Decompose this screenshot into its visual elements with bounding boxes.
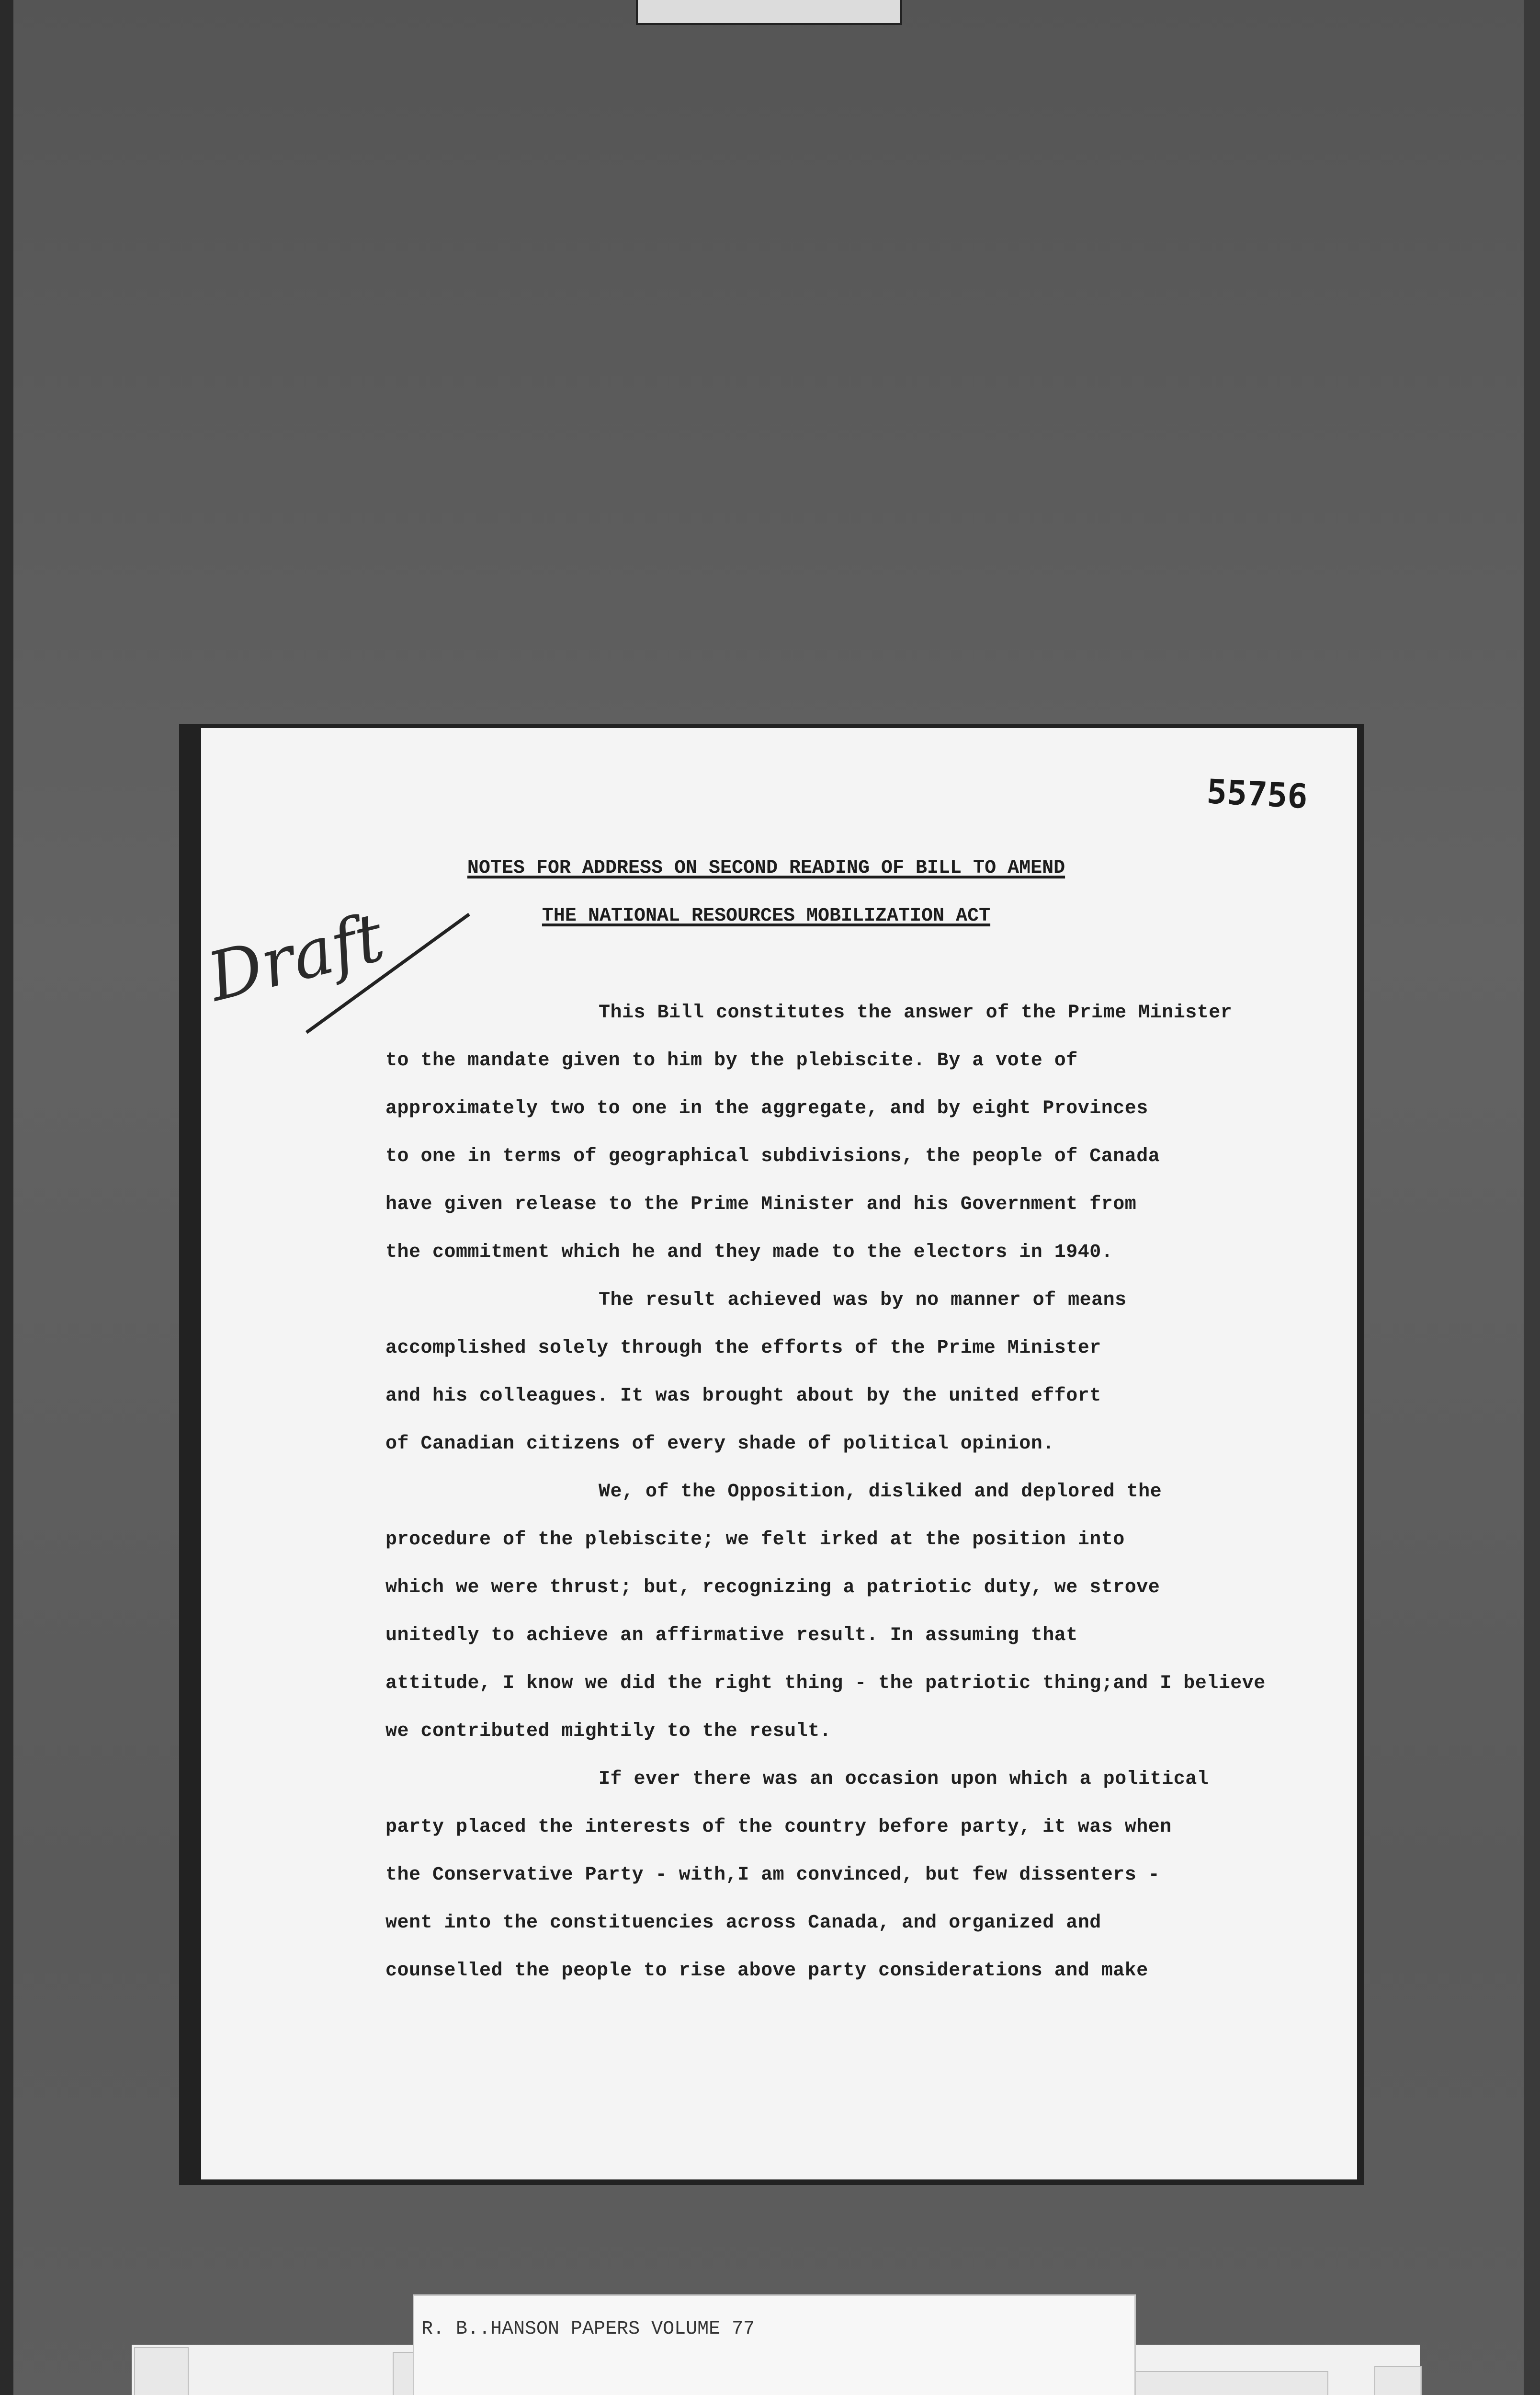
handwritten-annotation-text: Draft bbox=[200, 898, 392, 1017]
tape-strip bbox=[134, 2347, 189, 2395]
handwritten-annotation bbox=[200, 898, 468, 1059]
body-line: approximately two to one in the aggregate, and by eight Provinces bbox=[385, 1098, 1148, 1119]
body-line: We, of the Opposition, disliked and deplored the bbox=[599, 1481, 1162, 1503]
body-line: went into the constituencies across Canada, and organized and bbox=[385, 1912, 1101, 1934]
body-line: we contributed mightily to the result. bbox=[385, 1721, 832, 1742]
body-line: accomplished solely through the efforts of the Prime Minister bbox=[385, 1337, 1101, 1359]
body-line: have given release to the Prime Minister and his Government from bbox=[385, 1194, 1137, 1215]
body-line: If ever there was an occasion upon which a political bbox=[599, 1768, 1209, 1790]
body-line: The result achieved was by no manner of means bbox=[599, 1289, 1127, 1311]
body-line: This Bill constitutes the answer of the Prime Minister bbox=[599, 1002, 1233, 1024]
collection-label bbox=[413, 2294, 1136, 2395]
body-line: procedure of the plebiscite; we felt irked at the position into bbox=[385, 1529, 1125, 1551]
collection-label-text: R. B..HANSON PAPERS VOLUME 77 bbox=[421, 2318, 755, 2340]
body-line: and his colleagues. It was brought about by the united effort bbox=[385, 1385, 1101, 1407]
document-title-line-1: NOTES FOR ADDRESS ON SECOND READING OF BILL TO AMEND bbox=[467, 857, 1065, 879]
document-title-line-2: THE NATIONAL RESOURCES MOBILIZATION ACT bbox=[542, 905, 991, 927]
tape-strip bbox=[1374, 2366, 1422, 2395]
body-line: to one in terms of geographical subdivisions, the people of Canada bbox=[385, 1146, 1160, 1167]
body-line: the Conservative Party - with,I am convinced, but few dissenters - bbox=[385, 1864, 1160, 1886]
scan-left-edge bbox=[0, 0, 13, 2395]
top-label-tab bbox=[636, 0, 902, 25]
folio-number: 55756 bbox=[1206, 772, 1309, 817]
scan-right-edge bbox=[1524, 0, 1540, 2395]
body-line: of Canadian citizens of every shade of political opinion. bbox=[385, 1433, 1054, 1455]
body-line: attitude, I know we did the right thing - the patriotic thing;and I believe bbox=[385, 1673, 1266, 1694]
body-line: which we were thrust; but, recognizing a patriotic duty, we strove bbox=[385, 1577, 1160, 1598]
body-line: party placed the interests of the country before party, it was when bbox=[385, 1816, 1172, 1838]
body-line: to the mandate given to him by the plebiscite. By a vote of bbox=[385, 1050, 1078, 1072]
body-line: counselled the people to rise above party considerations and make bbox=[385, 1960, 1148, 1982]
body-line: the commitment which he and they made to the electors in 1940. bbox=[385, 1242, 1113, 1263]
body-line: unitedly to achieve an affirmative result. In assuming that bbox=[385, 1625, 1078, 1646]
